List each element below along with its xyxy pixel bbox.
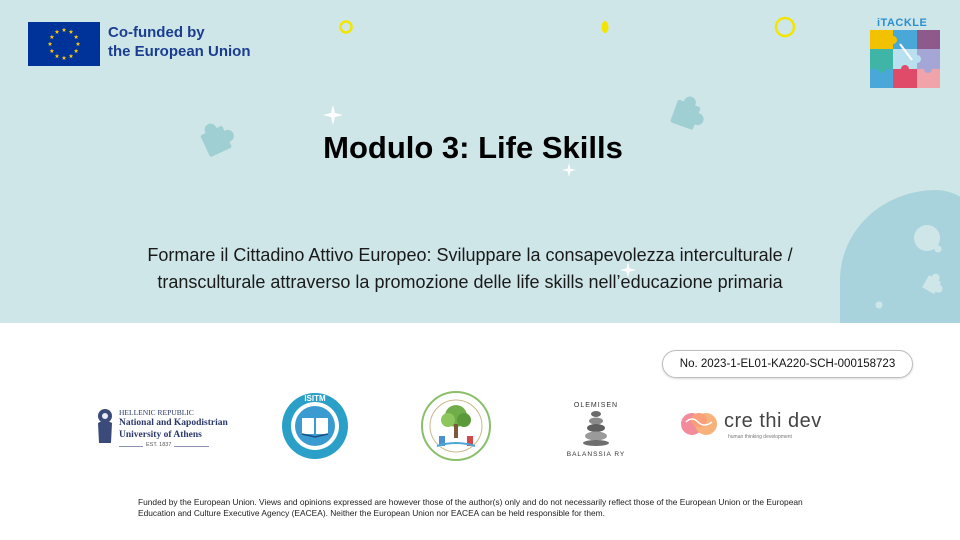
subtitle-line1: Formare il Cittadino Attivo Europeo: Sviluppare la consapevolezza interculturale / xyxy=(147,245,793,265)
eu-flag-icon xyxy=(28,22,100,66)
yellow-ring-icon xyxy=(773,15,797,39)
olemisen-bottom: BALANSSIA RY xyxy=(566,451,626,458)
decorative-dot xyxy=(933,244,943,254)
yellow-moon-icon xyxy=(600,20,610,34)
page-title: Modulo 3: Life Skills xyxy=(323,130,623,165)
eu-star-icon xyxy=(50,35,55,39)
partner-logo-isitm xyxy=(280,390,350,462)
uoa-line2: National and Kapodistrian xyxy=(119,418,228,428)
uoa-line3: University of Athens xyxy=(119,430,202,440)
eu-label-line2: the European Union xyxy=(108,43,251,60)
page-subtitle xyxy=(70,242,870,296)
yellow-ring-icon xyxy=(338,19,354,35)
partner-logo-school xyxy=(419,390,494,462)
decorative-dot xyxy=(874,300,884,310)
eu-label-line1: Co-funded by xyxy=(108,24,205,41)
eu-stars-icon xyxy=(28,22,100,66)
project-number-badge: No. 2023-1-EL01-KA220-SCH-000158723 xyxy=(662,350,913,378)
eu-star-icon xyxy=(69,29,74,33)
funding-disclaimer: Funded by the European Union. Views and opinions expressed are however those of the author(s) only and do not necessarily reflect those of the European Union or the European Education and Culture Executive Agency (EACEA). Neither the European Union nor EACEA can be held responsible for them. xyxy=(138,497,803,518)
olemisen-top: OLEMISEN xyxy=(573,402,619,409)
eu-star-icon xyxy=(48,42,53,46)
itackle-label: iTACKLE xyxy=(877,17,928,29)
crethidev-name: cre thi dev xyxy=(724,410,822,432)
uoa-line1: HELLENIC REPUBLIC xyxy=(119,408,194,417)
crethidev-tagline: human thinking development xyxy=(728,434,792,440)
eu-star-icon xyxy=(62,56,67,60)
eu-star-icon xyxy=(74,49,79,53)
eu-star-icon xyxy=(62,28,67,32)
eu-cofunded-label xyxy=(108,23,251,61)
puzzle-piece-icon xyxy=(918,272,946,300)
uoa-est: EST. 1837 xyxy=(143,442,174,448)
partner-logo-uoa xyxy=(95,405,245,450)
subtitle-line2: transculturale attraverso la promozione delle life skills nell’educazione primaria xyxy=(157,272,783,292)
eu-star-icon xyxy=(76,42,81,46)
eu-star-icon xyxy=(50,49,55,53)
itackle-puzzle-logo xyxy=(870,30,940,88)
sparkle-icon xyxy=(323,105,343,125)
eu-star-icon xyxy=(55,29,60,33)
brain-icon xyxy=(680,410,718,438)
eu-star-icon xyxy=(69,54,74,58)
eu-star-icon xyxy=(55,54,60,58)
partner-logo-olemisen xyxy=(560,392,632,462)
isitm-abbr: ISITM xyxy=(304,394,326,403)
athena-emblem-icon xyxy=(95,407,115,445)
partner-logo-crethidev xyxy=(680,408,830,444)
eu-star-icon xyxy=(74,35,79,39)
